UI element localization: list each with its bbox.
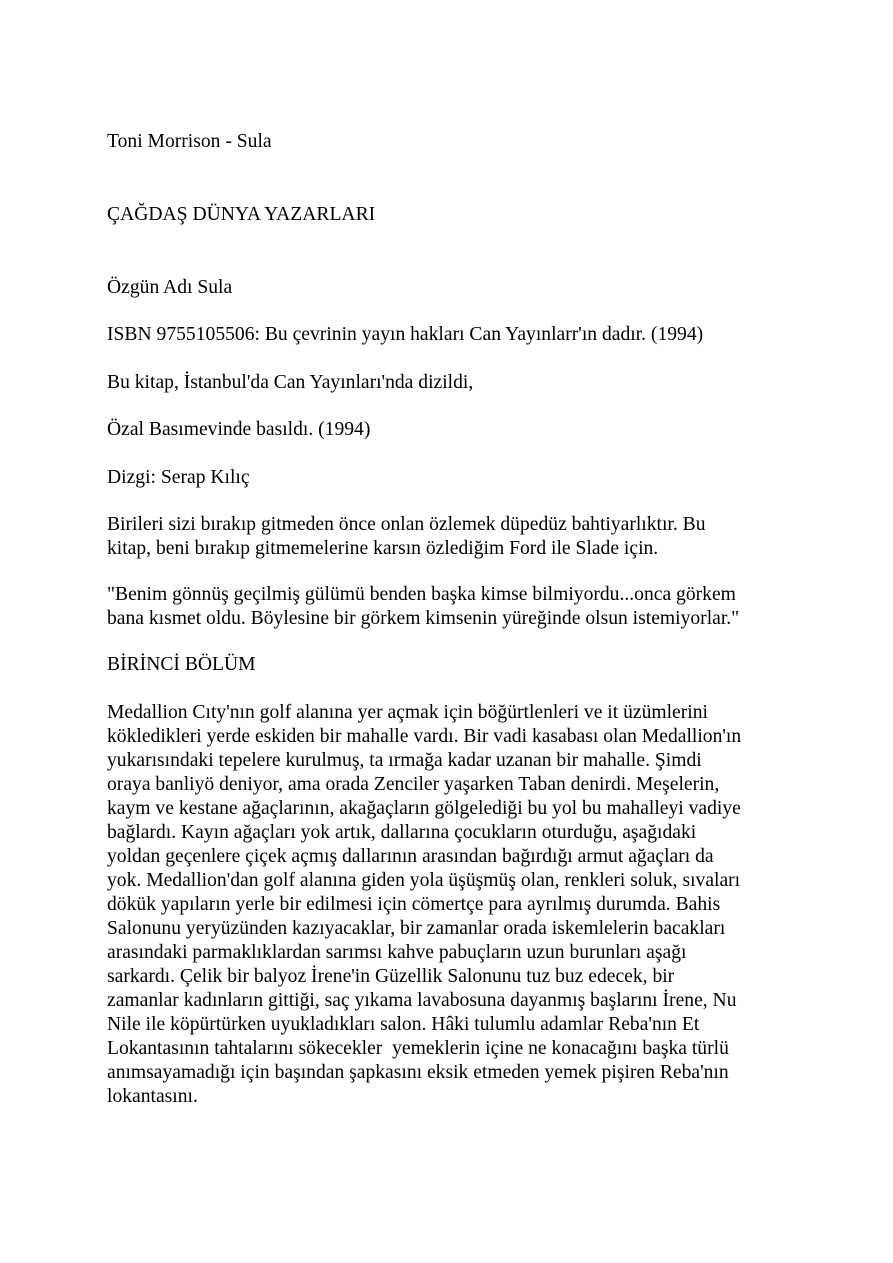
body-line: lokantasını. bbox=[107, 1086, 198, 1107]
epigraph-line: "Benim gönnüş geçilmiş gülümü benden başka kimse bilmiyordu...onca görkem bbox=[107, 584, 736, 605]
body-line: Nile ile köpürtürken uyukladıkları salon. Hâki tulumlu adamlar Reba'nın Et bbox=[107, 1014, 700, 1035]
body-line: Medallion Cıty'nın golf alanına yer açmak için böğürtlenleri ve it üzümlerini bbox=[107, 702, 708, 723]
dedication-line: kitap, beni bırakıp gitmemelerine karsın özlediğim Ford ile Slade için. bbox=[107, 538, 659, 559]
typesetter-line: Dizgi: Serap Kılıç bbox=[107, 467, 250, 488]
document-title: Toni Morrison - Sula bbox=[107, 131, 272, 152]
body-line: zamanlar kadınların gittiği, saç yıkama lavabosuna dayanmış başlarını İrene, Nu bbox=[107, 990, 737, 1011]
series-name: ÇAĞDAŞ DÜNYA YAZARLARI bbox=[107, 204, 376, 225]
body-line: Lokantasının tahtalarını sökecekler yemeklerin içine ne konacağını başka türlü bbox=[107, 1038, 729, 1059]
body-line: yukarısındaki tepelere kurulmuş, ta ırmağa kadar uzanan bir mahalle. Şimdi bbox=[107, 750, 702, 771]
body-line: yok. Medallion'dan golf alanına giden yola üşüşmüş olan, renkleri soluk, sıvaları bbox=[107, 870, 741, 891]
body-line: bağlardı. Kayın ağaçları yok artık, dallarına çocukların oturduğu, aşağıdaki bbox=[107, 822, 697, 843]
body-line: anımsayamadığı için başından şapkasını eksik etmeden yemek pişiren Reba'nın bbox=[107, 1062, 729, 1083]
body-line: yoldan geçenlere çiçek açmış dallarının arasından bağırdığı armut ağaçları da bbox=[107, 846, 714, 867]
body-line: arasındaki parmaklıklardan sarımsı kahve pabuçların uzun burunları aşağı bbox=[107, 942, 687, 963]
printed-line: Özal Basımevinde basıldı. (1994) bbox=[107, 419, 371, 440]
epigraph-line: bana kısmet oldu. Böylesine bir görkem kimsenin yüreğinde olsun istemiyorlar." bbox=[107, 608, 740, 629]
body-line: Salonunu yeryüzünden kazıyacaklar, bir zamanlar orada iskemlelerin bacakları bbox=[107, 918, 726, 939]
body-line: oraya banliyö deniyor, ama orada Zenciler yaşarken Taban denirdi. Meşelerin, bbox=[107, 774, 720, 795]
body-paragraph bbox=[107, 701, 797, 1109]
document-text bbox=[107, 130, 797, 1109]
original-title-line: Özgün Adı Sula bbox=[107, 277, 233, 298]
body-line: sarkardı. Çelik bir balyoz İrene'in Güzellik Salonunu tuz buz edecek, bir bbox=[107, 966, 675, 987]
isbn-line: ISBN 9755105506: Bu çevrinin yayın hakları Can Yayınlarr'ın dadır. (1994) bbox=[107, 324, 704, 345]
dedication-line: Birileri sizi bırakıp gitmeden önce onlan özlemek düpedüz bahtiyarlıktır. Bu bbox=[107, 514, 706, 535]
typeset-line: Bu kitap, İstanbul'da Can Yayınları'nda dizildi, bbox=[107, 372, 474, 393]
chapter-heading: BİRİNCİ BÖLÜM bbox=[107, 654, 256, 675]
body-line: kaym ve kestane ağaçlarının, akağaçların gölgelediği bu yol bu mahalleyi vadiye bbox=[107, 798, 741, 819]
body-line: kökledikleri yerde eskiden bir mahalle vardı. Bir vadi kasabası olan Medallion'ın bbox=[107, 726, 742, 747]
body-line: dökük yapıların yerle bir edilmesi için cömertçe para ayrılmış durumda. Bahis bbox=[107, 894, 721, 915]
dedication-paragraph bbox=[107, 513, 797, 561]
epigraph-paragraph bbox=[107, 583, 797, 631]
